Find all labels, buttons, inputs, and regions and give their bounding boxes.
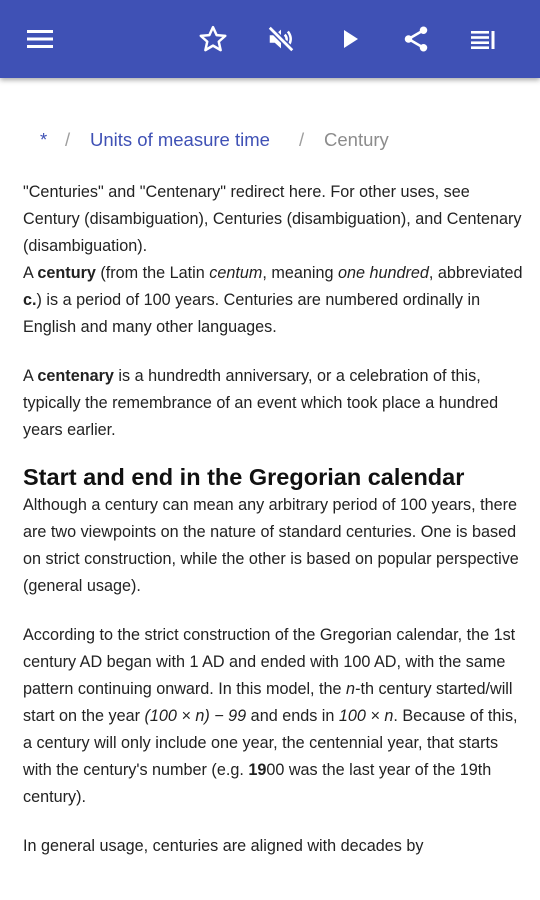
star-icon: [198, 24, 228, 54]
play-button[interactable]: [328, 17, 372, 61]
redirect-note: "Centuries" and "Centenary" redirect here. For other uses, see Century (disambiguation), Centuries (disambiguation), and Centenary (disambiguation).: [23, 183, 522, 255]
share-icon: [401, 24, 431, 54]
term-century: century: [37, 264, 96, 282]
term-centenary: centenary: [37, 367, 114, 385]
intro-paragraph: A century (from the Latin centum, meaning one hundred, abbreviated c.) is a period of 100 years. Centuries are numbered ordinally in English and many other languages.: [23, 264, 523, 336]
mute-icon: [266, 24, 296, 54]
breadcrumb-separator: /: [65, 129, 71, 150]
play-icon: [338, 27, 362, 51]
section-heading: Start and end in the Gregorian calendar: [23, 464, 465, 490]
strict-construction-paragraph: According to the strict construction of the Gregorian calendar, the 1st century AD began with 1 AD and ended with 100 AD, with the same pattern continuing onward. In this model, the n-th century started/will start on the year (100 × n) − 99 and ends in 100 × n. Because of this, a century will only include one year, the centennial year, that starts with the century's number (e.g. 1900 was the last year of the 19th century).: [23, 626, 518, 806]
list-icon: [470, 28, 498, 50]
section-paragraph: Although a century can mean any arbitrary period of 100 years, there are two viewpoints on the nature of standard centuries. One is based on strict construction, while the other is based on popular perspective (general usage).: [23, 496, 519, 595]
breadcrumb-separator: /: [299, 129, 305, 150]
breadcrumb-home[interactable]: *: [40, 129, 48, 150]
breadcrumb: [0, 127, 540, 153]
share-button[interactable]: [394, 17, 438, 61]
menu-button[interactable]: [18, 17, 62, 61]
general-usage-paragraph: In general usage, centuries are aligned with decades by: [23, 837, 424, 855]
app-toolbar: [0, 0, 540, 78]
article-content[interactable]: [0, 78, 540, 900]
breadcrumb-parent[interactable]: Units of measure time: [90, 129, 270, 150]
mute-button[interactable]: [259, 17, 303, 61]
menu-icon: [26, 28, 54, 50]
favorite-button[interactable]: [191, 17, 235, 61]
breadcrumb-current: Century: [324, 129, 389, 150]
article-body: [23, 179, 523, 860]
contents-button[interactable]: [462, 17, 506, 61]
centenary-paragraph: A centenary is a hundredth anniversary, or a celebration of this, typically the remembrance of an event which took place a hundred years earlier.: [23, 367, 499, 439]
